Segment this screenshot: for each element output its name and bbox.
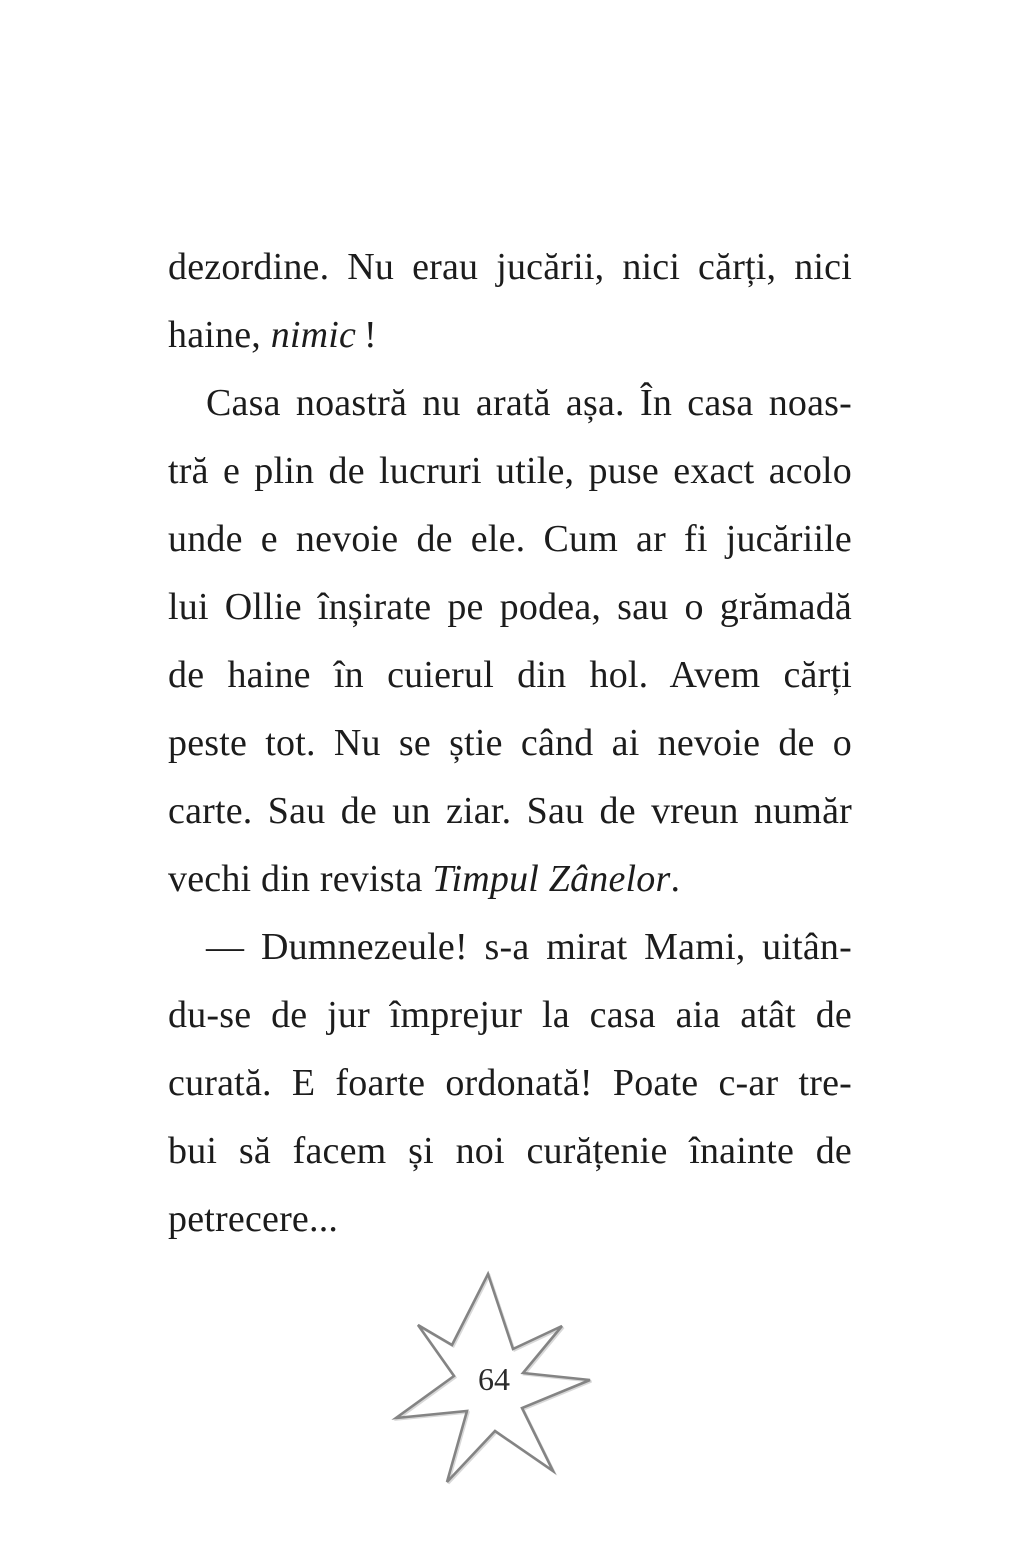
body-text: ! xyxy=(356,314,377,356)
text-line xyxy=(168,369,852,437)
body-text: peste tot. Nu se știe când ai nevoie de o xyxy=(168,722,852,764)
body-text: unde e nevoie de ele. Cum ar fi jucăriile xyxy=(168,518,852,560)
body-text: . xyxy=(670,858,681,900)
body-text: de haine în cuierul din hol. Avem cărți xyxy=(168,654,852,696)
body-text: bui să facem și noi curățenie înainte de xyxy=(168,1130,852,1172)
body-text: Casa noastră nu arată așa. În casa noas- xyxy=(206,382,852,424)
text-line xyxy=(168,233,852,301)
text-line xyxy=(168,913,852,981)
text-line xyxy=(168,709,852,777)
text-line xyxy=(168,641,852,709)
text-line xyxy=(168,845,852,913)
text-line xyxy=(168,437,852,505)
text-line xyxy=(168,505,852,573)
body-text: tră e plin de lucruri utile, puse exact acolo xyxy=(168,450,852,492)
body-text: du-se de jur împrejur la casa aia atât de xyxy=(168,994,852,1036)
text-line xyxy=(168,1117,852,1185)
text-line xyxy=(168,573,852,641)
text-line xyxy=(168,777,852,845)
body-text: petrecere... xyxy=(168,1198,339,1240)
star-ornament xyxy=(370,1258,610,1512)
text-line xyxy=(168,301,852,369)
page-text xyxy=(168,233,852,1253)
body-text: vechi din revista xyxy=(168,858,433,900)
text-line xyxy=(168,1185,852,1253)
italic-text: nimic xyxy=(270,314,357,356)
text-line xyxy=(168,1049,852,1117)
text-line xyxy=(168,981,852,1049)
italic-text: Timpul Zânelor xyxy=(432,858,671,900)
body-text: carte. Sau de un ziar. Sau de vreun număr xyxy=(168,790,852,832)
page-number: 64 xyxy=(478,1361,510,1397)
body-text: — Dumnezeule! s-a mirat Mami, uitân- xyxy=(206,926,852,968)
body-text: dezordine. Nu erau jucării, nici cărți, nici xyxy=(168,246,852,288)
body-text: haine, xyxy=(168,314,271,356)
body-text: curată. E foarte ordonată! Poate c-ar tre- xyxy=(168,1062,852,1104)
body-text: lui Ollie înșirate pe podea, sau o grămadă xyxy=(168,586,852,628)
